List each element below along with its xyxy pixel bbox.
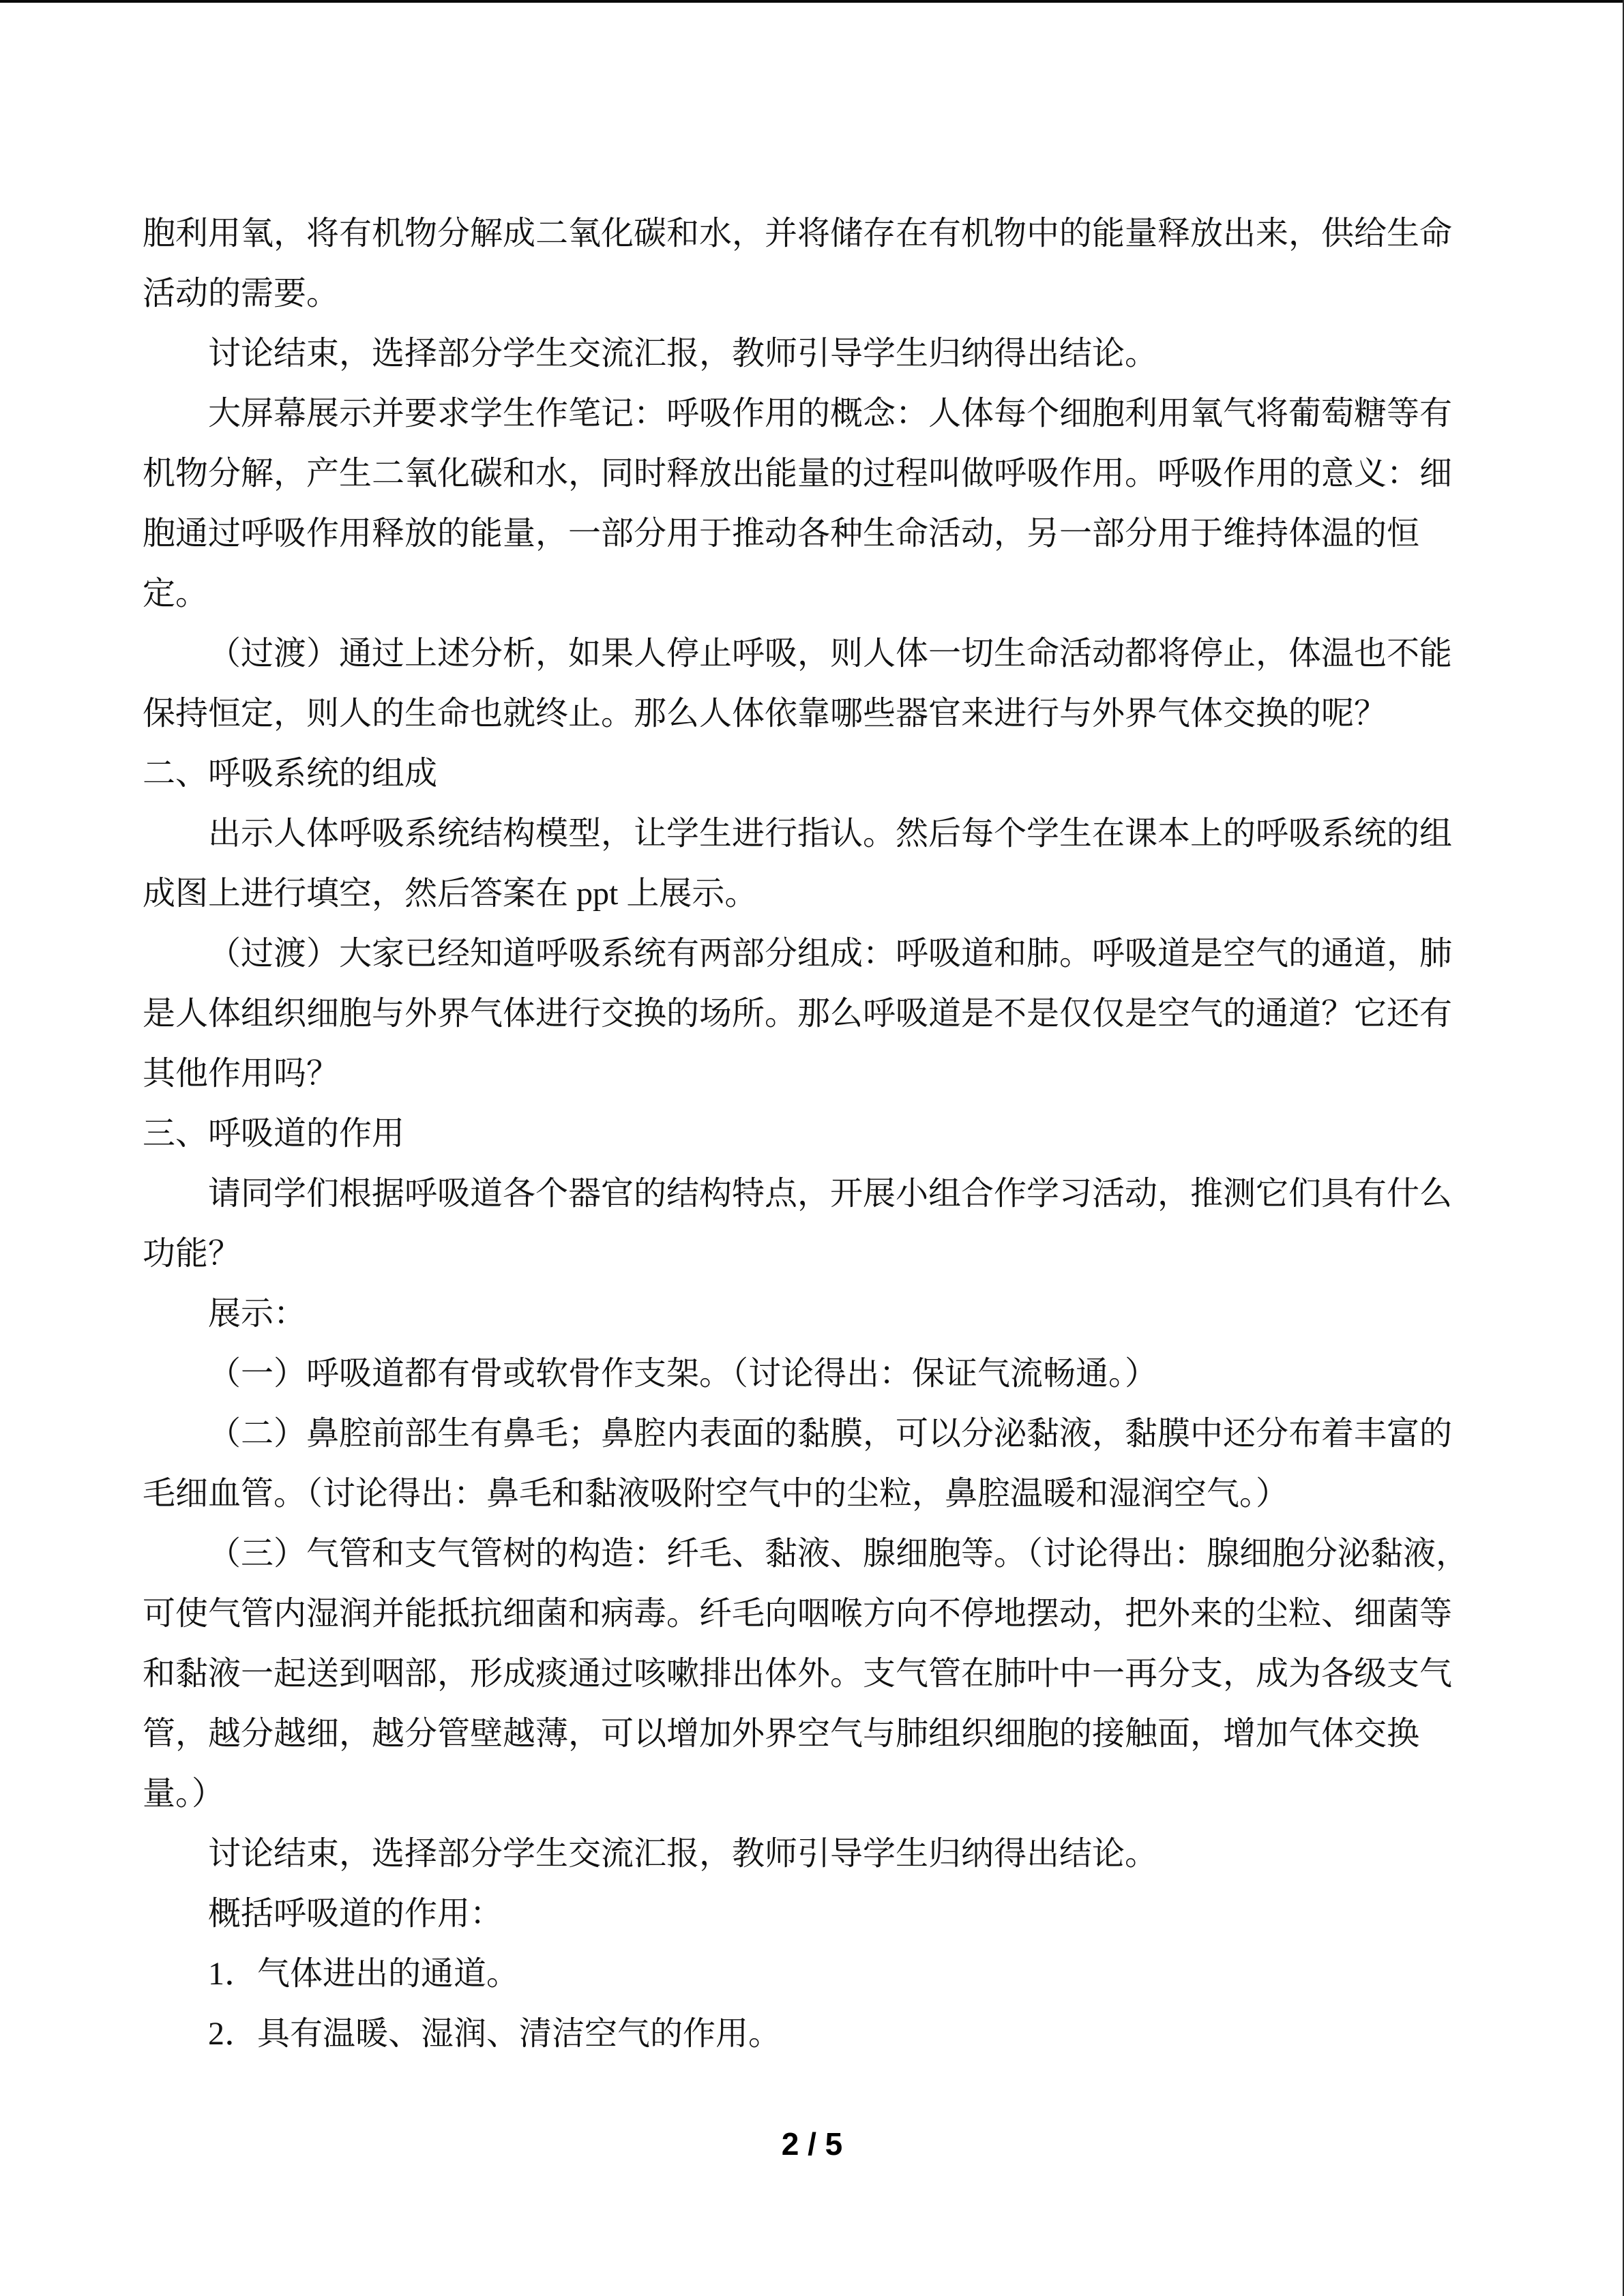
page-top-edge-line xyxy=(0,0,1624,3)
text-line: 是人体组织细胞与外界气体进行交换的场所。那么呼吸道是不是仅仅是空气的通道？它还有 xyxy=(143,996,1453,1032)
list-item-3: （三）气管和支气管树的构造：纤毛、黏液、腺细胞等。（讨论得出：腺细胞分泌黏液， xyxy=(208,1536,1469,1572)
text-line: 其他作用吗？ xyxy=(143,1056,340,1092)
list-item-1: （一）呼吸道都有骨或软骨作支架。（讨论得出：保证气流畅通。） xyxy=(208,1356,1158,1392)
numbered-item-2: 2．具有温暖、湿润、清洁空气的作用。 xyxy=(208,2016,782,2052)
page-number: 2 / 5 xyxy=(781,2126,843,2162)
section-heading-3: 三、呼吸道的作用 xyxy=(143,1116,405,1152)
text-line: 管，越分越细，越分管壁越薄，可以增加外界空气与肺组织细胞的接触面，增加气体交换 xyxy=(143,1716,1420,1752)
text-line: 讨论结束，选择部分学生交流汇报，教师引导学生归纳得出结论。 xyxy=(208,336,1158,372)
text-line: 概括呼吸道的作用： xyxy=(208,1896,503,1932)
text-line: 成图上进行填空，然后答案在 ppt 上展示。 xyxy=(143,876,758,912)
text-line: 毛细血管。（讨论得出：鼻毛和黏液吸附空气中的尘粒，鼻腔温暖和湿润空气。） xyxy=(143,1476,1289,1512)
document-text-block xyxy=(143,204,1561,2064)
text-line: 展示： xyxy=(208,1296,307,1332)
text-line: 保持恒定，则人的生命也就终止。那么人体依靠哪些器官来进行与外界气体交换的呢？ xyxy=(143,696,1387,732)
section-heading-2: 二、呼吸系统的组成 xyxy=(143,756,438,792)
text-line: 定。 xyxy=(143,576,209,612)
text-line: 和黏液一起送到咽部，形成痰通过咳嗽排出体外。支气管在肺叶中一再分支，成为各级支气 xyxy=(143,1656,1453,1692)
text-line: 请同学们根据呼吸道各个器官的结构特点，开展小组合作学习活动，推测它们具有什么 xyxy=(208,1176,1453,1212)
text-line: 胞利用氧，将有机物分解成二氧化碳和水，并将储存在有机物中的能量释放出来，供给生命 xyxy=(143,215,1453,252)
text-line: 机物分解，产生二氧化碳和水，同时释放出能量的过程叫做呼吸作用。呼吸作用的意义：细 xyxy=(143,456,1453,492)
text-line: 讨论结束，选择部分学生交流汇报，教师引导学生归纳得出结论。 xyxy=(208,1836,1158,1872)
text-line: （过渡）通过上述分析，如果人停止呼吸，则人体一切生命活动都将停止，体温也不能 xyxy=(208,636,1453,672)
text-line: （过渡）大家已经知道呼吸系统有两部分组成：呼吸道和肺。呼吸道是空气的通道，肺 xyxy=(208,936,1453,972)
text-line: 量。） xyxy=(143,1776,225,1812)
text-line: 可使气管内湿润并能抵抗细菌和病毒。纤毛向咽喉方向不停地摆动，把外来的尘粒、细菌等 xyxy=(143,1596,1453,1632)
numbered-item-1: 1．气体进出的通道。 xyxy=(208,1956,520,1992)
text-line: 活动的需要。 xyxy=(143,275,340,312)
text-line: 功能？ xyxy=(143,1236,241,1272)
text-line: 胞通过呼吸作用释放的能量，一部分用于推动各种生命活动，另一部分用于维持体温的恒 xyxy=(143,516,1420,552)
list-item-2: （二）鼻腔前部生有鼻毛；鼻腔内表面的黏膜，可以分泌黏液，黏膜中还分布着丰富的 xyxy=(208,1416,1453,1452)
text-line: 出示人体呼吸系统结构模型，让学生进行指认。然后每个学生在课本上的呼吸系统的组 xyxy=(208,816,1453,852)
text-line: 大屏幕展示并要求学生作笔记：呼吸作用的概念：人体每个细胞利用氧气将葡萄糖等有 xyxy=(208,396,1453,432)
